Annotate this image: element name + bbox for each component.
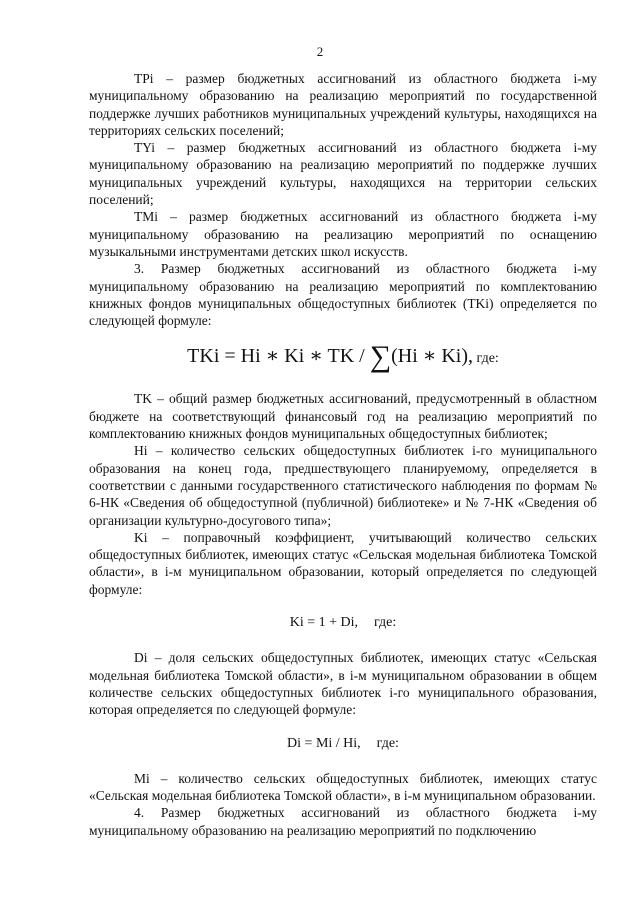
formula-ki-suffix: где:	[374, 615, 397, 631]
paragraph-mi-definition: Mi – количество сельских общедоступных библиотек, имеющих статус «Сельская модельная библиотека Томской области», в i-м муниципальном образовании.	[89, 770, 597, 804]
formula-tki-right: (Hi ∗ Ki),	[391, 345, 474, 368]
document-body	[89, 70, 597, 839]
formula-tki	[89, 340, 597, 374]
page-number: 2	[316, 44, 324, 59]
formula-ki	[89, 614, 597, 631]
paragraph-tpi-definition: TPi – размер бюджетных ассигнований из областного бюджета i-му муниципальному образованию на реализацию мероприятий по государственной поддержке лучших работников муниципальных учреждений культуры, находящихся на территориях сельских поселений;	[89, 71, 597, 138]
formula-ki-expr: Ki = 1 + Di,	[289, 615, 358, 631]
paragraph-section-4: 4. Размер бюджетных ассигнований из областного бюджета i-му муниципальному образованию на реализацию мероприятий по подключению	[89, 805, 597, 838]
paragraph-ki-definition: Ki – поправочный коэффициент, учитывающий количество сельских общедоступных библиотек, имеющих статус «Сельская модельная библиотека Томской области», в i-м муниципальном образовании, который определяется по следующей формуле:	[89, 529, 597, 597]
paragraph-di-definition: Di – доля сельских общедоступных библиотек, имеющих статус «Сельская модельная библиотека Томской области», в i-м муниципальном образовании в общем количестве сельских общедоступных библиотек i-го муниципального образования, которая определяется по следующей формуле:	[89, 650, 597, 718]
paragraph-section-3: 3. Размер бюджетных ассигнований из областного бюджета i-му муниципальному образованию на реализацию мероприятий по комплектованию книжных фондов муниципальных общедоступных библиотек (TKi) определяется по следующей формуле:	[89, 261, 597, 329]
formula-di-suffix: где:	[376, 735, 399, 751]
formula-tki-suffix: где:	[473, 351, 499, 367]
paragraph-hi-definition: Hi – количество сельских общедоступных библиотек i-го муниципального образования на конец года, предшествующего планируемому, определяется в соответствии с данными государственного статистического наблюдения по формам № 6-НК «Сведения об общедоступной (публичной) библиотеке» и № 7-НК «Сведения об организации культурно-досугового типа»;	[89, 443, 597, 528]
formula-di	[89, 735, 597, 752]
paragraph-tmi-definition: TMi – размер бюджетных ассигнований из областного бюджета i-му муниципальному образованию на реализацию мероприятий по оснащению музыкальными инструментами детских школ искусств.	[89, 209, 597, 259]
sum-symbol: ∑	[369, 340, 392, 374]
paragraph-tyi-definition: TYi – размер бюджетных ассигнований из областного бюджета i-му муниципальному образованию на реализацию мероприятий по поддержке лучших муниципальных учреждений культуры, находящихся на территории сельских поселений;	[89, 140, 597, 208]
paragraph-tk-definition: TK – общий размер бюджетных ассигнований, предусмотренный в областном бюджете на соответствующий финансовый год на реализацию мероприятий по комплектованию книжных фондов муниципальных общедоступных библиотек;	[89, 391, 597, 442]
formula-di-expr: Di = Mi / Hi,	[287, 735, 361, 751]
formula-tki-left: TKi = Hi ∗ Ki ∗ TK /	[187, 345, 370, 368]
